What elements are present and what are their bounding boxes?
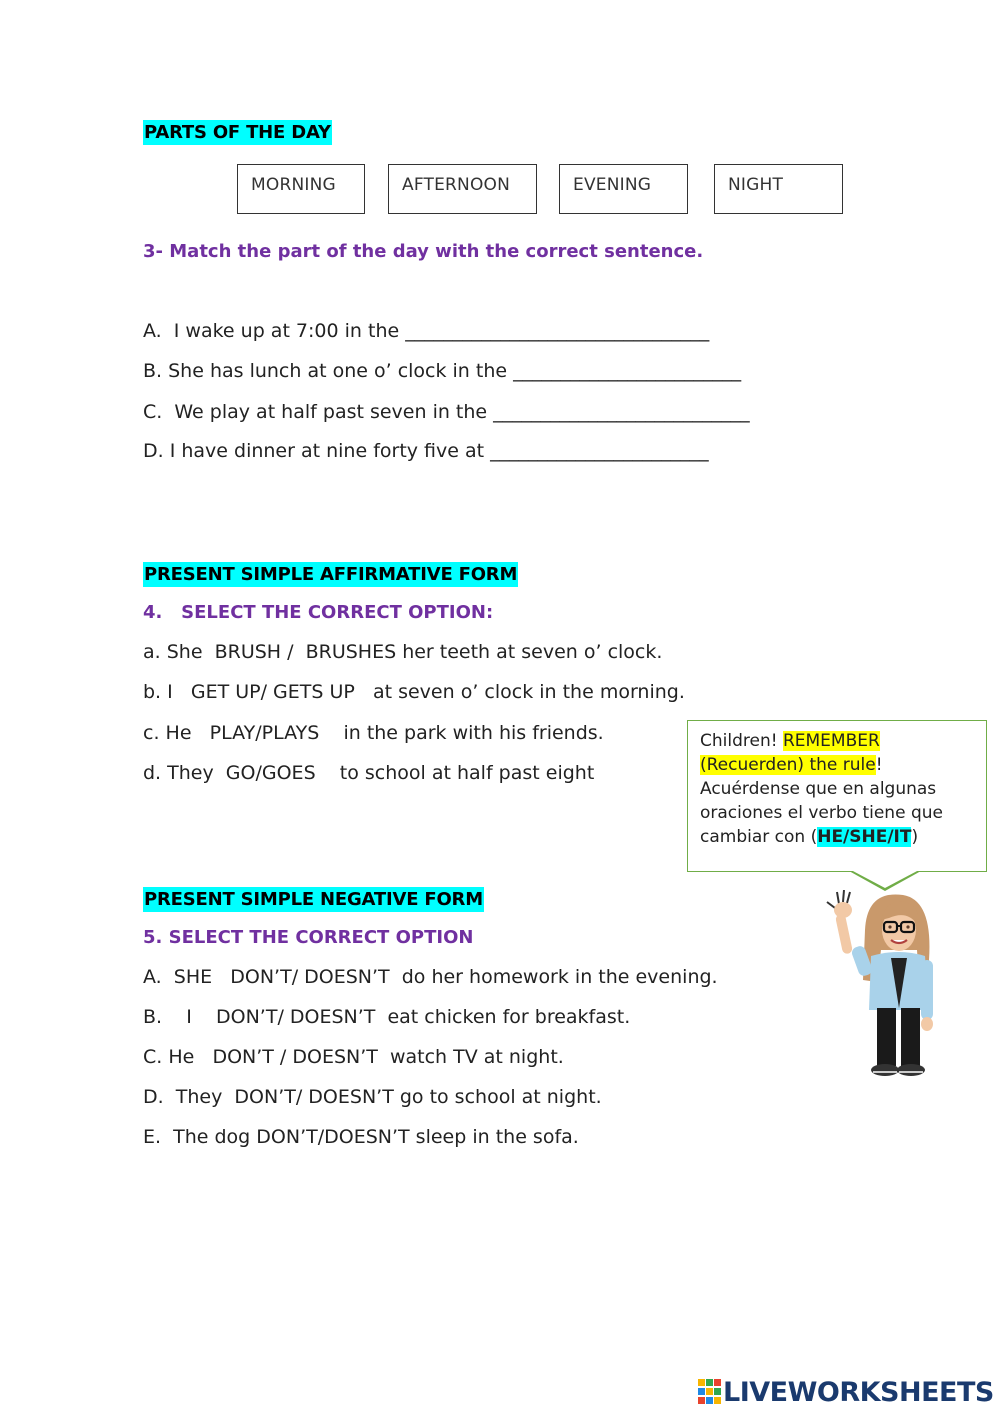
exercise3-title: 3- Match the part of the day with the correct sentence. <box>143 241 704 262</box>
exercise4-line-c: c. He PLAY/PLAYS in the park with his friends. <box>143 722 604 744</box>
liveworksheets-logo-icon <box>697 1377 723 1407</box>
exercise5-title: 5. SELECT THE CORRECT OPTION <box>143 927 474 948</box>
exercise3-line-c: C. We play at half past seven in the ___________________________ <box>143 401 750 423</box>
box-evening: EVENING <box>559 164 688 214</box>
exercise4-line-a: a. She BRUSH / BRUSHES her teeth at seven o’ clock. <box>143 641 663 663</box>
bubble-tail-fill <box>851 870 919 888</box>
liveworksheets-logo-text: LIVEWORKSHEETS <box>723 1376 994 1408</box>
reminder-bubble <box>687 720 987 872</box>
exercise5-line-c: C. He DON’T / DOESN’T watch TV at night. <box>143 1046 564 1068</box>
exercise3-line-d: D. I have dinner at nine forty five at _______________________ <box>143 440 709 462</box>
bubble-text-2: ! Acuérdense que en algunas oraciones el verbo tiene que cambiar con ( <box>700 755 943 847</box>
affirmative-heading: PRESENT SIMPLE AFFIRMATIVE FORM <box>144 564 518 585</box>
exercise3-line-b: B. She has lunch at one o’ clock in the ________________________ <box>143 360 742 382</box>
box-morning: MORNING <box>237 164 365 214</box>
exercise5-line-e: E. The dog DON’T/DOESN’T sleep in the sofa. <box>143 1126 579 1148</box>
bubble-highlight-pronouns: HE/SHE/IT <box>817 827 912 847</box>
negative-heading: PRESENT SIMPLE NEGATIVE FORM <box>144 889 483 910</box>
exercise5-line-b: B. I DON’T/ DOESN’T eat chicken for breakfast. <box>143 1006 631 1028</box>
bubble-highlight-remember: REMEMBER (Recuerden) the rule <box>700 731 880 775</box>
box-night: NIGHT <box>714 164 843 214</box>
liveworksheets-logo[interactable] <box>697 1374 994 1410</box>
exercise3-line-a: A. I wake up at 7:00 in the ________________________________ <box>143 320 710 342</box>
exercise4-title: 4. SELECT THE CORRECT OPTION: <box>143 602 494 623</box>
bubble-text-3: ) <box>911 827 919 847</box>
teacher-avatar <box>825 890 935 1080</box>
exercise5-line-d: D. They DON’T/ DOESN’T go to school at night. <box>143 1086 602 1108</box>
box-afternoon: AFTERNOON <box>388 164 537 214</box>
exercise5-line-a: A. SHE DON’T/ DOESN’T do her homework in the evening. <box>143 966 718 988</box>
exercise4-line-d: d. They GO/GOES to school at half past eight <box>143 762 595 784</box>
exercise4-line-b: b. I GET UP/ GETS UP at seven o’ clock in the morning. <box>143 681 685 703</box>
parts-of-day-heading: PARTS OF THE DAY <box>144 122 331 143</box>
bubble-text-1: Children! <box>700 731 783 751</box>
